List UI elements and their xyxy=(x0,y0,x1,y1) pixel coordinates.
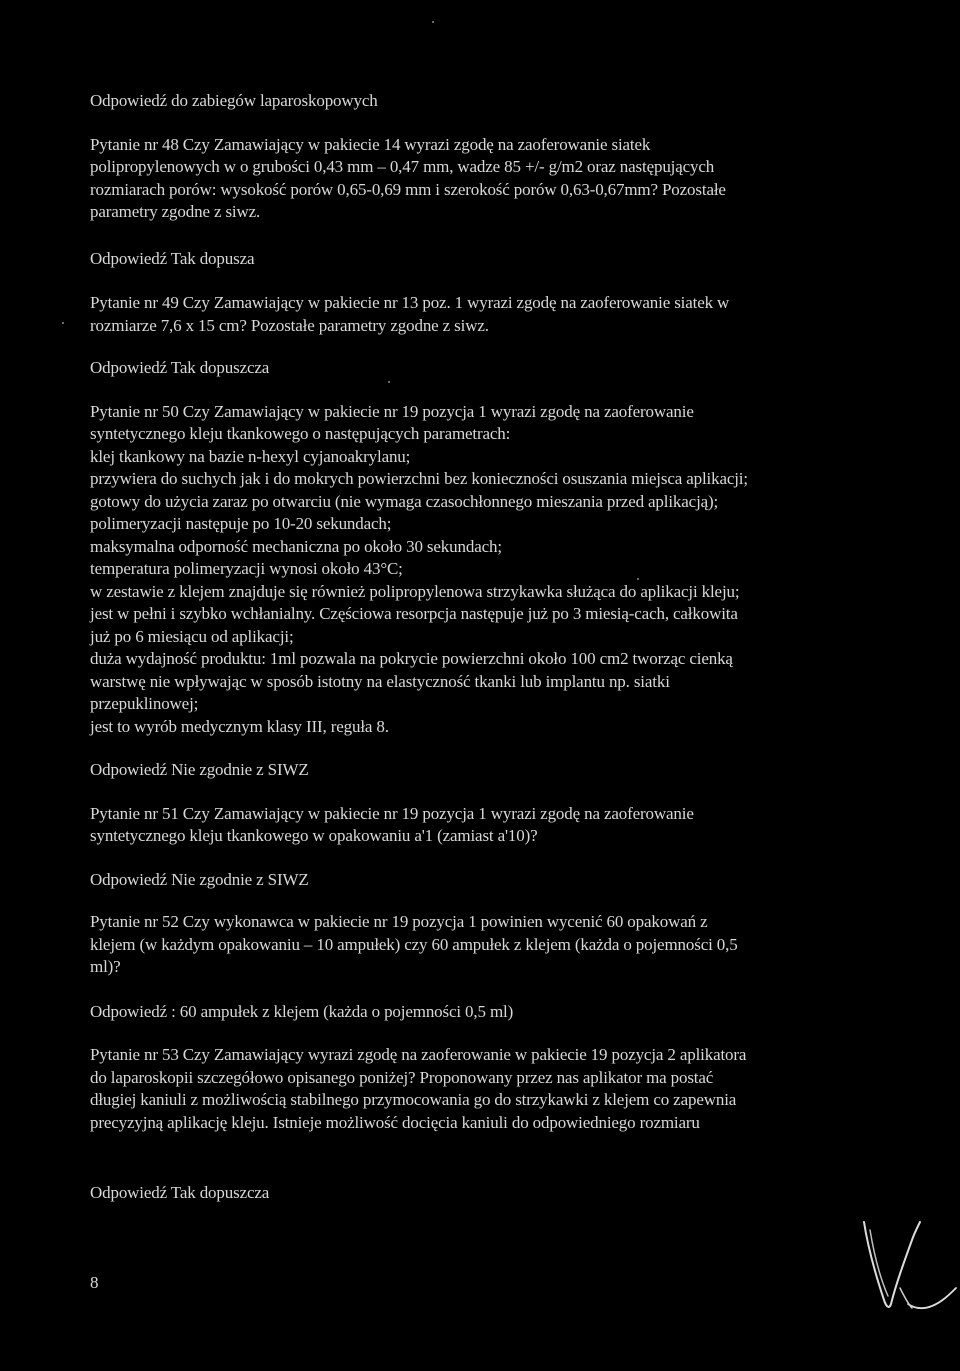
question-49 xyxy=(90,292,880,337)
scan-speck xyxy=(388,381,390,383)
answer-48 xyxy=(90,248,880,271)
question-line: maksymalna odporność mechaniczna po około 30 sekundach; xyxy=(90,536,502,556)
heading-text: Odpowiedź do zabiegów laparoskopowych xyxy=(90,91,378,110)
question-line: klej tkankowy na bazie n-hexyl cyjanoakrylanu; xyxy=(90,446,411,466)
scan-speck xyxy=(637,578,639,580)
question-line: w zestawie z klejem znajduje się również polipropylenowa strzykawka służąca do aplikacji kleju; xyxy=(90,581,740,601)
question-line: syntetycznego kleju tkankowego w opakowaniu a'1 (zamiast a'10)? xyxy=(90,826,538,845)
question-48 xyxy=(90,134,880,224)
question-line: długiej kaniuli z możliwością stabilnego przymocowania go do strzykawki z klejem co zapewnia xyxy=(90,1090,737,1109)
question-53 xyxy=(90,1044,880,1134)
question-52 xyxy=(90,911,880,979)
question-line: Pytanie nr 52 Czy wykonawca w pakiecie nr 19 pozycja 1 powinien wycenić 60 opakowań z xyxy=(90,912,708,931)
answer-text: Odpowiedź Nie zgodnie z SIWZ xyxy=(90,869,309,889)
answer-text: Odpowiedź Tak dopuszcza xyxy=(90,1183,270,1202)
question-line: klejem (w każdym opakowaniu – 10 ampułek) czy 60 ampułek z klejem (każda o pojemności 0,5 xyxy=(90,934,738,954)
question-line: gotowy do użycia zaraz po otwarciu (nie wymaga czasochłonnego mieszania przed aplikacją); xyxy=(90,491,719,511)
question-line: Pytanie nr 50 Czy Zamawiający w pakiecie nr 19 pozycja 1 wyrazi zgodę na zaoferowanie xyxy=(90,401,694,421)
answer-51 xyxy=(90,869,880,892)
question-line: już po 6 miesiącu od aplikacji; xyxy=(90,626,294,646)
answer-text: Odpowiedź : 60 ampułek z klejem (każda o pojemności 0,5 ml) xyxy=(90,1001,514,1021)
question-line: Pytanie nr 51 Czy Zamawiający w pakiecie nr 19 pozycja 1 wyrazi zgodę na zaoferowanie xyxy=(90,803,694,823)
question-line: temperatura polimeryzacji wynosi około 43°C; xyxy=(90,559,403,578)
question-line: ml)? xyxy=(90,957,121,976)
question-line: syntetycznego kleju tkankowego o następujących parametrach: xyxy=(90,424,511,443)
section-heading xyxy=(90,90,880,113)
answer-52 xyxy=(90,1001,880,1024)
answer-text: Odpowiedź Tak dopuszcza xyxy=(90,358,270,377)
question-line: Pytanie nr 53 Czy Zamawiający wyrazi zgodę na zaoferowanie w pakiecie 19 pozycja 2 aplikatora xyxy=(90,1045,747,1064)
question-line: przepuklinowej; xyxy=(90,694,199,713)
scan-speck xyxy=(62,322,64,324)
question-50 xyxy=(90,401,880,739)
question-line: Pytanie nr 49 Czy Zamawiający w pakiecie nr 13 poz. 1 wyrazi zgodę na zaoferowanie siatek w xyxy=(90,293,730,312)
handwritten-signature-icon xyxy=(858,1218,958,1318)
question-line: precyzyjną aplikację kleju. Istnieje możliwość docięcia kaniuli do odpowiedniego rozmiaru xyxy=(90,1112,700,1132)
question-51 xyxy=(90,803,880,848)
scan-speck xyxy=(432,21,434,23)
question-line: warstwę nie wpływając w sposób istotny na elastyczność tkanki lub implantu np. siatki xyxy=(90,671,670,691)
answer-49 xyxy=(90,357,880,380)
question-line: rozmiarze 7,6 x 15 cm? Pozostałe parametry zgodne z siwz. xyxy=(90,315,489,335)
question-line: jest to wyrób medycznym klasy III, reguła 8. xyxy=(90,716,389,736)
question-line: duża wydajność produktu: 1ml pozwala na pokrycie powierzchni około 100 cm2 tworząc cienką xyxy=(90,649,733,668)
answer-50 xyxy=(90,759,880,782)
answer-text: Odpowiedź Tak dopusza xyxy=(90,248,255,268)
question-line: parametry zgodne z siwz. xyxy=(90,202,261,221)
page-number: 8 xyxy=(90,1273,99,1292)
question-line: przywiera do suchych jak i do mokrych powierzchni bez konieczności osuszania miejsca aplikacji; xyxy=(90,469,748,488)
question-line: polipropylenowych w o grubości 0,43 mm – 0,47 mm, wadze 85 +/- g/m2 oraz następujących xyxy=(90,157,715,176)
question-line: jest w pełni i szybko wchłanialny. Częściowa resorpcja następuje już po 3 miesią-cach, całkowita xyxy=(90,604,738,623)
question-line: rozmiarach porów: wysokość porów 0,65-0,69 mm i szerokość porów 0,63-0,67mm? Pozostałe xyxy=(90,179,726,199)
answer-text: Odpowiedź Nie zgodnie z SIWZ xyxy=(90,760,309,779)
answer-53 xyxy=(90,1182,880,1205)
question-line: do laparoskopii szczegółowo opisanego poniżej? Proponowany przez nas aplikator ma postać xyxy=(90,1067,714,1087)
document-body xyxy=(90,90,880,1205)
question-line: polimeryzacji następuje po 10-20 sekundach; xyxy=(90,514,392,533)
question-line: Pytanie nr 48 Czy Zamawiający w pakiecie 14 wyrazi zgodę na zaoferowanie siatek xyxy=(90,134,651,154)
